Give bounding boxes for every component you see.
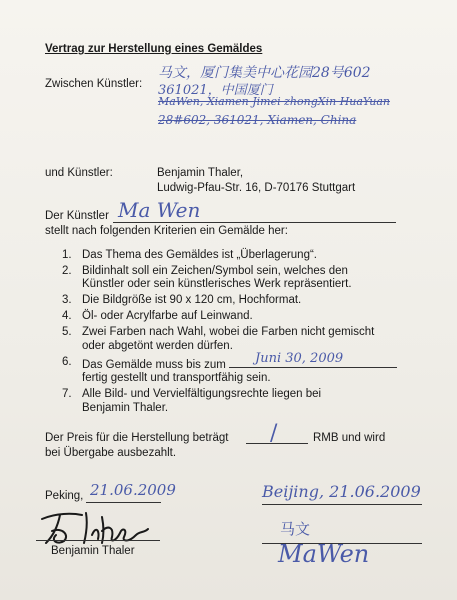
sign-left-date-line: [86, 502, 161, 503]
criteria-item-2: [62, 265, 402, 292]
artist1-hand-line-4-text: 28#602, 361021, Xiamen, China: [158, 113, 357, 127]
artist2-name: Benjamin Thaler,: [157, 167, 244, 179]
criteria-item-1: [62, 249, 402, 262]
statement-name-line: [113, 222, 396, 223]
deadline-hand: Juni 30, 2009: [255, 350, 344, 366]
sign-right-date-line: [262, 504, 422, 505]
criteria-item-7: [62, 388, 402, 415]
criteria-text: Benjamin Thaler.: [82, 401, 169, 414]
criteria-list: [62, 249, 402, 418]
criteria-item-6: [62, 350, 402, 386]
criteria-num: 4.: [62, 310, 72, 323]
criteria-text: Die Bildgröße ist 90 x 120 cm, Hochformat.: [82, 294, 302, 307]
sign-left-name: Benjamin Thaler: [51, 545, 135, 557]
criteria-text: fertig gestellt und transportfähig sein.: [82, 372, 271, 385]
sign-left-line: [36, 540, 160, 541]
sign-left-place: Peking,: [45, 490, 84, 502]
price-line2: bei Übergabe ausbezahlt.: [45, 447, 177, 459]
criteria-num: 7.: [62, 388, 72, 401]
criteria-text: oder abgetönt werden dürfen.: [82, 339, 233, 352]
artist2-address: Ludwig-Pfau-Str. 16, D-70176 Stuttgart: [157, 182, 356, 194]
criteria-text: Das Thema des Gemäldes ist „Überlagerung“.: [82, 249, 318, 261]
artist1-hand-line-1: 马文，厦门集美中心花园28号602: [158, 65, 371, 81]
criteria-item-5: [62, 326, 402, 353]
deadline-line: [229, 350, 397, 368]
artist1-hand-line-3: MaWen, Xiamen Jimei zhongXin HuaYuan: [158, 95, 390, 108]
criteria-num: 3.: [62, 294, 72, 307]
criteria-text: Bildinhalt soll ein Zeichen/Symbol sein, welches den: [82, 265, 348, 277]
sign-right-hand-place-date: Beijing, 21.06.2009: [262, 482, 421, 501]
contract-title: Vertrag zur Herstellung eines Gemäldes: [45, 43, 263, 55]
price-suffix: RMB und wird: [313, 432, 386, 444]
criteria-num: 2.: [62, 265, 72, 277]
statement-line2: stellt nach folgenden Kriterien ein Gemälde her:: [45, 225, 288, 237]
price-prefix: Der Preis für die Herstellung beträgt: [45, 432, 229, 444]
criteria-text: Das Gemälde muss bis zum: [82, 358, 226, 371]
artist1-hand-line-2: 361021，中国厦门: [158, 83, 273, 98]
artist1-label: Zwischen Künstler:: [45, 78, 143, 90]
artist1-hand-line-4: [158, 113, 356, 127]
sign-left-hand-date: 21.06.2009: [90, 481, 176, 499]
criteria-text: Künstler oder sein künstlerisches Werk repräsentiert.: [82, 278, 352, 291]
artist2-label: und Künstler:: [45, 167, 113, 179]
sign-right-hand-chinese: 马文: [280, 520, 311, 538]
criteria-num: 1.: [62, 249, 72, 261]
sign-right-hand-name: MaWen: [278, 540, 370, 568]
statement-hand-name: Ma Wen: [118, 198, 201, 222]
criteria-item-4: [62, 310, 402, 323]
statement-prefix: Der Künstler: [45, 210, 109, 222]
price-hand-value: /: [270, 421, 278, 446]
criteria-text: Öl- oder Acrylfarbe auf Leinwand.: [82, 310, 253, 323]
criteria-item-3: [62, 294, 402, 307]
criteria-num: 5.: [62, 326, 72, 339]
criteria-text: Zwei Farben nach Wahl, wobei die Farben nicht gemischt: [82, 326, 375, 339]
criteria-text: Alle Bild- und Vervielfältigungsrechte liegen bei: [82, 388, 322, 401]
criteria-num: 6.: [62, 355, 72, 368]
